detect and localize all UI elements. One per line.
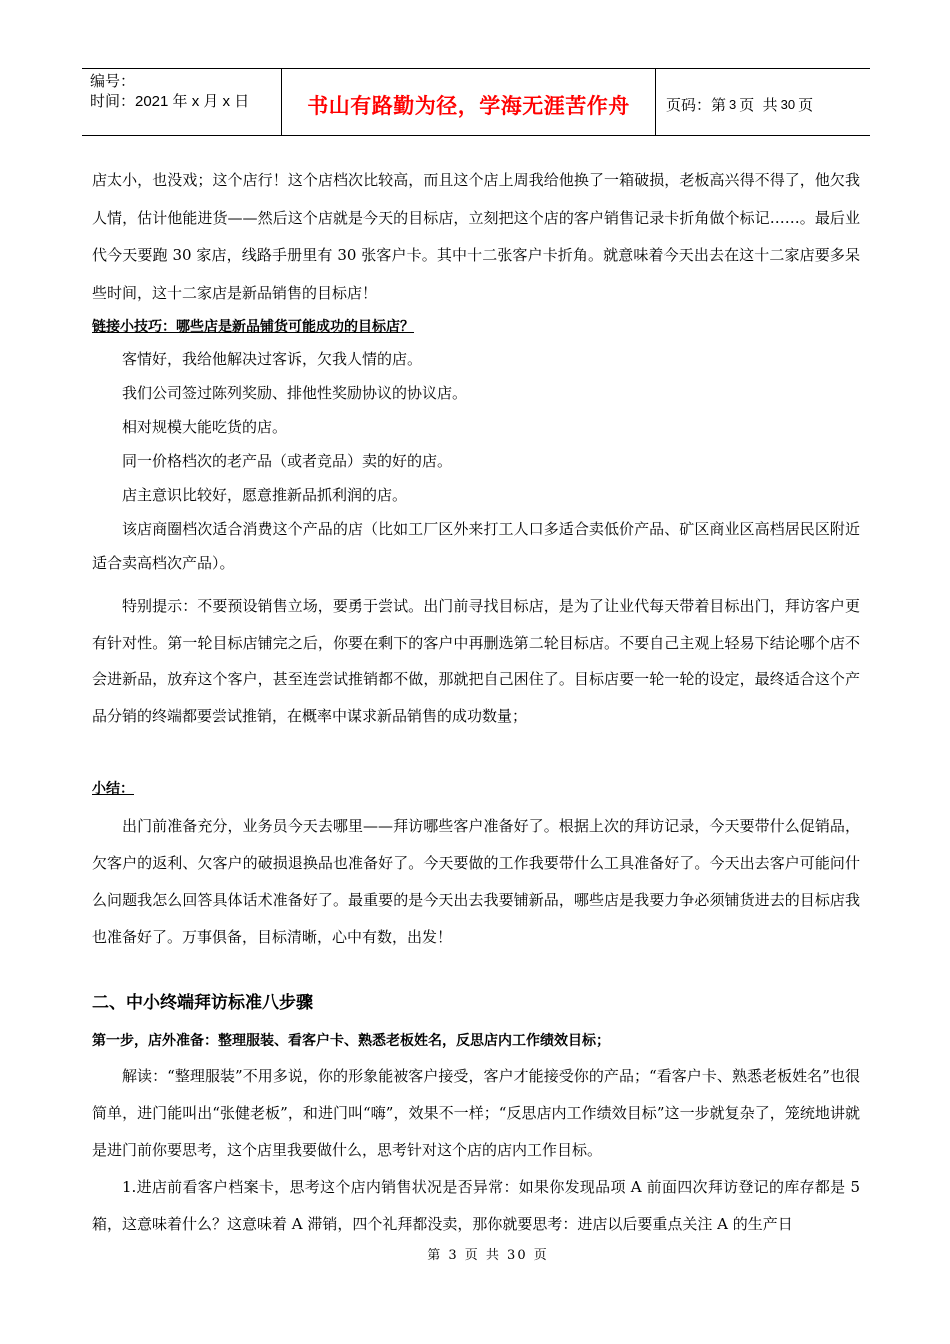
paragraph-target-stores: 店太小，也没戏；这个店行！这个店档次比较高，而且这个店上周我给他换了一箱破损，老板高兴得不得了，他欠我人情，估计他能进货——然后这个店就是今天的目标店，立刻把这个店的客户销售记录卡折角做个标记……。最后业代今天要跑 30 家店，线路手册里有 30 张客户卡。其中十二张客户卡折角。就意味着今天出去在这十二家店要多呆些时间，这十二家店是新品销售的目标店！	[92, 171, 860, 302]
tip-heading: 链接小技巧：哪些店是新品铺货可能成功的目标店？	[92, 319, 414, 335]
page-suffix: 页	[798, 96, 814, 114]
tip-item: 我们公司签过陈列奖励、排他性奖励协议的协议店。	[122, 384, 468, 402]
tip-item: 客情好，我给他解决过客诉，欠我人情的店。	[122, 350, 423, 368]
page-header	[82, 68, 870, 136]
page-footer: 第 3 页 共 30 页	[427, 1248, 549, 1263]
summary-heading: 小结：	[92, 781, 134, 797]
page-mid: 页 共	[739, 96, 778, 114]
page-number: 3	[729, 96, 737, 112]
special-tip-paragraph: 特别提示：不要预设销售立场，要勇于尝试。出门前寻找目标店，是为了让业代每天带着目标出门，拜访客户更有针对性。第一轮目标店铺完之后，你要在剩下的客户中再删选第二轮目标店。不要自己主观上轻易下结论哪个店不会进新品，放弃这个客户，甚至连尝试推销都不做，那就把自己困住了。目标店要一轮一轮的设定，最终适合这个产品分销的终端都要尝试推销，在概率中谋求新品销售的成功数量；	[92, 597, 860, 725]
tip-item: 店主意识比较好，愿意推新品抓利润的店。	[122, 486, 408, 504]
doc-code-label: 编号：	[90, 73, 136, 90]
page-prefix: 页码：第	[666, 96, 727, 114]
document-body	[92, 162, 860, 1243]
header-meta	[82, 69, 282, 135]
header-motto: 书山有路勤为径，学海无涯苦作舟	[307, 94, 630, 118]
header-motto-cell	[282, 69, 656, 135]
tip-item: 相对规模大能吃货的店。	[122, 418, 288, 436]
tip-item: 同一价格档次的老产品（或者竞品）卖的好的店。	[122, 452, 453, 470]
section-title: 二、中小终端拜访标准八步骤	[92, 993, 313, 1013]
doc-time-label: 时间：2021 年 x 月 x 日	[90, 93, 250, 110]
tip-item: 该店商圈档次适合消费这个产品的店（比如工厂区外来打工人口多适合卖低价产品、矿区商业区高档居民区附近适合卖高档次产品）。	[92, 520, 860, 572]
step1-explanation: 解读：“整理服装”不用多说，你的形象能被客户接受，客户才能接受你的产品；“看客户卡、熟悉老板姓名”也很简单，进门能叫出“张健老板”，和进门叫“嗨”，效果不一样；“反思店内工作绩效目标”这一步就复杂了，笼统地讲就是进门前你要思考，这个店里我要做什么，思考针对这个店的店内工作目标。	[92, 1067, 860, 1159]
step1-item-1: 1.进店前看客户档案卡，思考这个店内销售状况是否异常：如果你发现品项 A 前面四次拜访登记的库存都是 5 箱，这意味着什么？这意味着 A 滞销，四个礼拜都没卖，那你就要思考：进店以后要重点关注 A 的生产日	[92, 1178, 860, 1233]
page-total: 30	[780, 96, 796, 112]
summary-paragraph: 出门前准备充分，业务员今天去哪里——拜访哪些客户准备好了。根据上次的拜访记录，今天要带什么促销品，欠客户的返利、欠客户的破损退换品也准备好了。今天要做的工作我要带什么工具准备好了。今天出去客户可能问什么问题我怎么回答具体话术准备好了。最重要的是今天出去我要铺新品，哪些店是我要力争必须铺货进去的目标店我也准备好了。万事俱备，目标清晰，心中有数，出发！	[92, 817, 860, 946]
header-page-info	[656, 69, 870, 135]
step1-title: 第一步，店外准备：整理服装、看客户卡、熟悉老板姓名，反思店内工作绩效目标；	[92, 1033, 610, 1049]
